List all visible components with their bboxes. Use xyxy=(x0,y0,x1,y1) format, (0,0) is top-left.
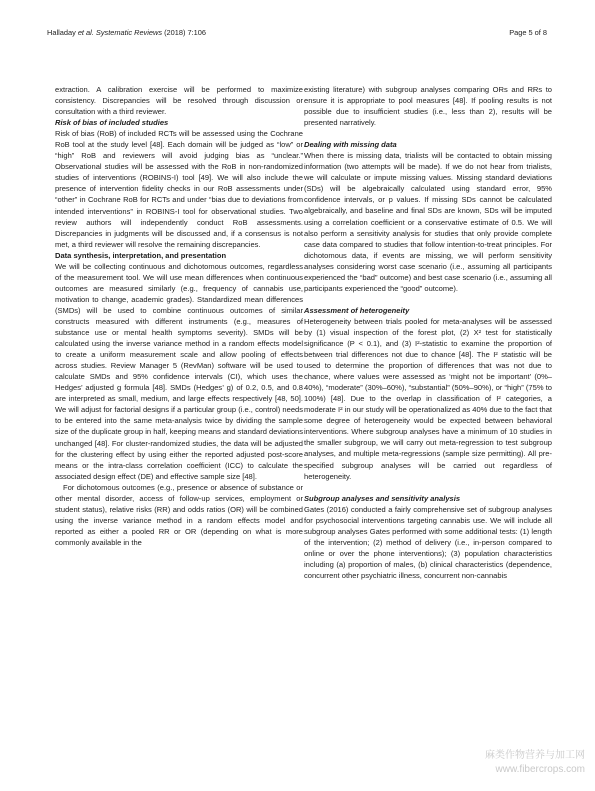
paragraph-data-synthesis: We will be collecting continuous and dichotomous outcomes, regardless of the measurement tool. We will use mean differences when continuous outcomes are measured similarly (e.g., frequency of cannabis use, motivation to change, academic grades). Standardized mean differences (SMDs) will be used to combine continuous outcomes of similar constructs measured with different instruments (e.g., measures of substance use or mental health symptoms severity). SMDs will be calculated using the inverse variance method in a random effects model to create a uniform measurement scale and allow pooling of effects across studies. Review Manager 5 (RevMan) software will be used to calculate SMDs and 95% confidence intervals (CI), which uses the Hedges’ adjusted g formula [48]. SMDs (Hedges’ g) of 0.2, 0.5, and 0.8 are interpreted as small, medium, and large effects respectively [48, 50]. We will adjust for factorial designs if a particular group (i.e., control) needs to be entered into the same meta-analysis twice by dividing the sample size of the duplicate group in half, keeping means and standard deviations unchanged [48]. For cluster-randomized studies, the data will be adjusted for the clustering effect by using either the reported adjusted post-score means or the intra-class correlation coefficient (ICC) to calculate the associated design effect (DE) and effective sample size [48]. xyxy=(55,261,303,481)
heading-missing-data: Dealing with missing data xyxy=(304,140,397,150)
left-column xyxy=(55,84,303,548)
watermark-line-1: 麻类作物营养与加工网 xyxy=(485,750,585,761)
watermark xyxy=(485,749,585,777)
watermark-line-2: www.fibercrops.com xyxy=(495,764,585,775)
heading-heterogeneity: Assessment of heterogeneity xyxy=(304,305,410,315)
paragraph-heterogeneity: Heterogeneity between trials pooled for meta-analyses will be assessed by (1) visual inspection of the forest plot, (2) X² test for statistically significance (P < 0.1), and (3) I²-statistic to examine the proportion of between trial differences not due to chance [48]. The I² statistic will be used to determine the proportion of differences that was not due to chance, where values were assessed as ‘might not be important’ (0%–40%), “moderate” (30%–60%), “substantial” (50%–90%), or “high” (75% to 100%) [48]. Due to the overlap in classification of I² categories, a moderate I² in our study will be operationalized as 40% due to the fact that some degree of heterogeneity would be expected between behavioral interventions. Where subgroup analyses have a minimum of 10 studies in the smaller subgroup, we will carry out meta-regression to test subgroup analyses, and multiple meta-regressions (sample size permitting). All pre-specified subgroup analyses will be carried out regardless of heterogeneity. xyxy=(304,316,552,481)
paragraph-missing-data: When there is missing data, trialists will be contacted to obtain missing information (two attempts will be made). If we do not hear from trialists, we will calculate or impute missing values. Missing standard deviations (SDs) will be algebraically calculated using standard error, 95% confidence intervals, or p values. If missing SDs cannot be calculated algebraically, and baseline and final SDs are known, SDs will be imputed using a correlation coefficient or a conservative estimate of 0.5. We will also perform a sensitivity analysis for studies that only provide complete case data compared to studies that follow intention-to-treat principles. For dichotomous data, if events are missing, we will perform sensitivity analyses considering worst case scenario (i.e., assuming all participants experienced the “bad” outcome) and best case scenario (i.e., assuming all participants experienced the “good” outcome). xyxy=(304,151,552,293)
running-header xyxy=(47,28,547,42)
paragraph-dichotomous: For dichotomous outcomes (e.g., presence or absence of substance or other mental disorder, access of follow-up services, employment or student status), relative risks (RR) and odds ratios (OR) will be combined using the inverse variance method in a random effects model and reported as either a pooled RR or OR (depending on what is more commonly available in the xyxy=(55,482,303,547)
paragraph-subgroup-analyses: Gates (2016) conducted a fairly comprehensive set of subgroup analyses for psychosocial interventions targeting cannabis use. We will include all subgroup analyses Gates performed with some additional tests: (1) length of the intervention; (2) method of delivery (i.e., in-person compared to online or over the phone interventions); (3) population characteristics including (a) proportion of males, (b) clinical characteristics (dependence, concurrent other psychiatric illness, concurrent non-cannabis xyxy=(304,504,552,580)
paragraph-risk-of-bias: Risk of bias (RoB) of included RCTs will be assessed using the Cochrane RoB tool at the study level [48]. Each domain will be judged as “low” or “high” RoB and reviewers will avoid judging bias as “unclear.” Observational studies will be assessed with the RoB in non-randomized studies of interventions (ROBINS-I) tool [49]. We will also include the presence of intervention fidelity checks in our RoB assessments under “other” in Cochrane RoB for RCTs and under “bias due to deviations from intended interventions” in ROBINS-I tool for observational studies. Two review authors will independently conduct RoB assessments. Discrepancies in judgments will be discussed and, if a consensus is not met, a third reviewer will resolve the remaining discrepancies. xyxy=(55,129,303,249)
page-number: Page 5 of 8 xyxy=(509,28,547,37)
heading-risk-of-bias: Risk of bias of included studies xyxy=(55,118,169,128)
paragraph-continued: existing literature) with subgroup analyses comparing ORs and RRs to ensure it is appropriate to pool measures [48]. If pooling results is not possible due to insufficient studies (i.e., less than 2), results will be presented narratively. xyxy=(304,85,552,128)
paragraph-extraction: extraction. A calibration exercise will be performed to maximize consistency. Discrepancies will be resolved through discussion or consultation with a third reviewer. xyxy=(55,85,303,117)
right-column xyxy=(304,84,552,581)
running-header-citation: Halladay et al. Systematic Reviews (2018) 7:106 xyxy=(47,28,206,37)
heading-subgroup-analyses: Subgroup analyses and sensitivity analysis xyxy=(304,493,461,503)
heading-data-synthesis: Data synthesis, interpretation, and presentation xyxy=(55,250,227,260)
